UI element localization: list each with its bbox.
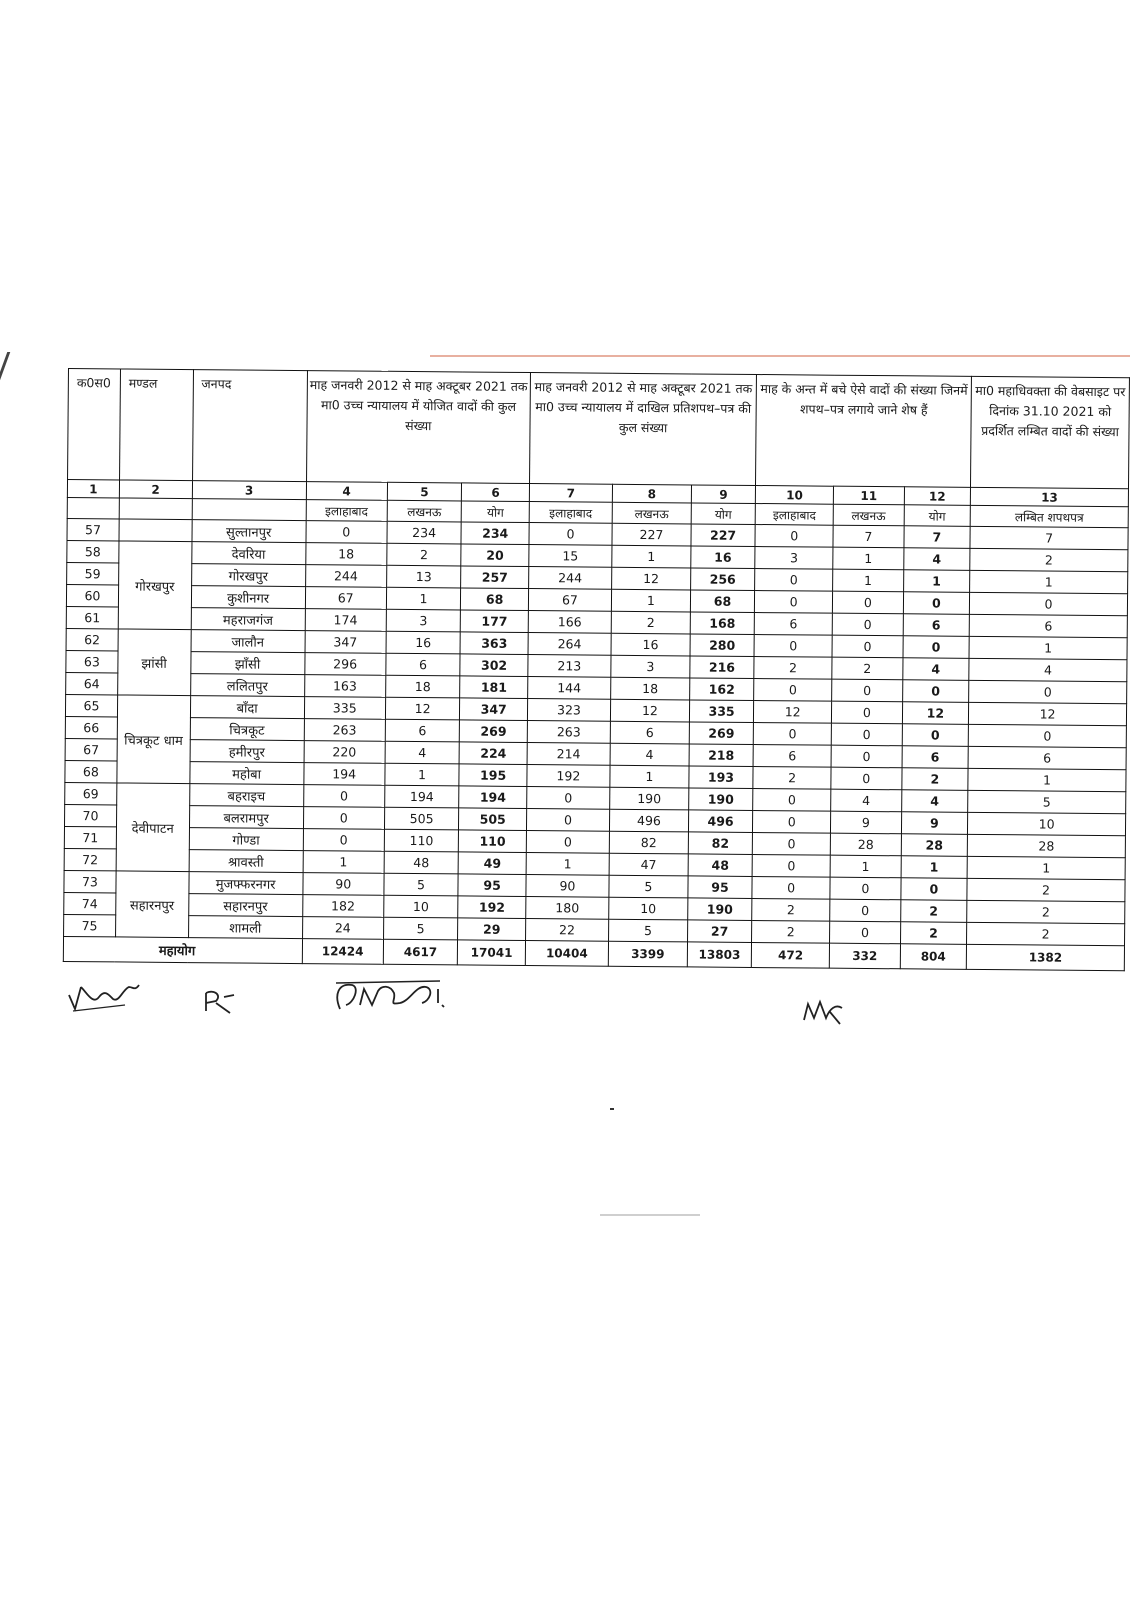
cell-value: 0 xyxy=(754,678,832,701)
cell-value: 90 xyxy=(303,873,384,896)
cell-district: सुल्तानपुर xyxy=(192,520,306,543)
cell-value: 244 xyxy=(529,567,612,590)
cell-value: 347 xyxy=(305,631,386,654)
cell-value: 177 xyxy=(461,610,529,633)
cell-value: 0 xyxy=(306,521,387,544)
cell-value: 1 xyxy=(967,856,1125,879)
cell-district: बलरामपुर xyxy=(189,806,303,829)
signatures-area xyxy=(60,975,880,1035)
cell-value: 5 xyxy=(383,917,458,940)
cell-value: 6 xyxy=(754,613,832,636)
cell-value: 218 xyxy=(689,744,754,767)
cell-value: 12 xyxy=(969,702,1127,725)
cell-sno: 68 xyxy=(65,760,117,782)
cell-value: 28 xyxy=(830,833,901,856)
total-value: 13803 xyxy=(687,942,752,968)
cell-value: 269 xyxy=(460,720,528,743)
col-number: 13 xyxy=(970,487,1128,506)
cell-value: 12 xyxy=(385,697,460,720)
sub-header-total: योग xyxy=(904,505,971,527)
cell-value: 2 xyxy=(902,768,969,791)
cell-district: जालौन xyxy=(191,630,305,653)
cell-value: 2 xyxy=(752,898,830,921)
cell-value: 7 xyxy=(833,525,904,548)
cell-value: 0 xyxy=(969,592,1127,615)
cell-value: 195 xyxy=(459,764,527,787)
total-value: 3399 xyxy=(608,941,687,967)
cell-value: 2 xyxy=(967,900,1125,923)
cell-value: 244 xyxy=(305,565,386,588)
cell-value: 2 xyxy=(970,548,1128,571)
cell-value: 263 xyxy=(527,721,610,744)
cell-value: 6 xyxy=(969,614,1127,637)
cell-value: 0 xyxy=(901,878,968,901)
cell-value: 7 xyxy=(970,526,1128,549)
cell-value: 0 xyxy=(832,635,903,658)
sub-header-lucknow: लखनऊ xyxy=(833,504,904,526)
cell-value: 2 xyxy=(611,611,690,634)
cell-value: 174 xyxy=(305,609,386,632)
cell-value: 1 xyxy=(833,569,904,592)
cell-district: ललितपुर xyxy=(190,674,304,697)
cell-value: 16 xyxy=(611,633,690,656)
cell-value: 6 xyxy=(968,746,1126,769)
header-affidavits-remaining: माह के अन्त में बचे ऐसे वादों की संख्या जिनमें शपथ–पत्र लगाये जाने शेष हैं xyxy=(756,375,972,488)
cell-value: 0 xyxy=(832,613,903,636)
cell-district: गोरखपुर xyxy=(191,564,305,587)
cell-value: 48 xyxy=(384,851,459,874)
cell-value: 0 xyxy=(753,722,831,745)
cell-division: देवीपाटन xyxy=(116,783,189,872)
cell-value: 110 xyxy=(459,830,527,853)
cell-value: 2 xyxy=(900,922,967,945)
cell-value: 2 xyxy=(754,656,832,679)
col-number: 3 xyxy=(192,481,306,500)
cell-value: 192 xyxy=(527,765,610,788)
cell-value: 0 xyxy=(831,745,902,768)
cell-value: 16 xyxy=(386,631,461,654)
col-number: 1 xyxy=(67,480,119,498)
col-number: 11 xyxy=(833,486,904,505)
sub-header-lucknow: लखनऊ xyxy=(612,502,691,524)
cell-value: 95 xyxy=(458,874,526,897)
total-value: 1382 xyxy=(966,944,1124,970)
cell-value: 363 xyxy=(460,632,528,655)
total-value: 12424 xyxy=(302,939,383,965)
cell-value: 0 xyxy=(968,724,1126,747)
sub-header-lucknow: लखनऊ xyxy=(387,500,462,522)
cell-value: 6 xyxy=(902,746,969,769)
cell-district: हमीरपुर xyxy=(190,740,304,763)
cell-value: 10 xyxy=(383,895,458,918)
sub-header-allahabad: इलाहाबाद xyxy=(306,500,387,522)
pending-cases-sheet xyxy=(63,368,1130,971)
cell-value: 20 xyxy=(461,544,529,567)
cell-value: 190 xyxy=(610,787,689,810)
cell-value: 1 xyxy=(833,547,904,570)
cell-value: 194 xyxy=(304,763,385,786)
total-value: 472 xyxy=(752,942,830,968)
cell-value: 1 xyxy=(970,570,1128,593)
total-value: 10404 xyxy=(525,941,608,967)
sub-header-total: योग xyxy=(691,503,756,525)
cell-value: 110 xyxy=(384,829,459,852)
scan-speck xyxy=(610,1108,614,1110)
col-number: 12 xyxy=(904,487,971,506)
cell-sno: 70 xyxy=(64,804,116,826)
cell-value: 214 xyxy=(527,743,610,766)
cell-value: 2 xyxy=(900,900,967,923)
cell-value: 68 xyxy=(461,588,529,611)
cell-value: 12 xyxy=(754,700,832,723)
cell-value: 347 xyxy=(460,698,528,721)
cell-sno: 63 xyxy=(66,650,118,672)
cell-value: 67 xyxy=(305,587,386,610)
handwritten-signature-3 xyxy=(330,975,450,1019)
cell-value: 3 xyxy=(386,609,461,632)
cell-value: 0 xyxy=(755,569,833,592)
cell-value: 1 xyxy=(830,855,901,878)
cell-value: 335 xyxy=(304,697,385,720)
cell-value: 194 xyxy=(384,785,459,808)
cell-value: 6 xyxy=(753,744,831,767)
cell-value: 0 xyxy=(830,899,901,922)
cell-value: 4 xyxy=(901,790,968,813)
cell-value: 6 xyxy=(610,721,689,744)
cell-value: 162 xyxy=(689,678,754,701)
cell-value: 193 xyxy=(689,766,754,789)
cell-value: 335 xyxy=(689,700,754,723)
cell-value: 4 xyxy=(969,658,1127,681)
cell-sno: 74 xyxy=(64,892,116,914)
cell-value: 12 xyxy=(610,699,689,722)
col-number: 9 xyxy=(691,485,756,504)
cell-value: 166 xyxy=(528,611,611,634)
cell-value: 496 xyxy=(609,809,688,832)
cell-value: 0 xyxy=(832,591,903,614)
cell-value: 180 xyxy=(526,897,609,920)
cell-value: 496 xyxy=(688,810,753,833)
cell-value: 9 xyxy=(831,811,902,834)
cell-value: 4 xyxy=(385,741,460,764)
grand-total-label: महायोग xyxy=(63,936,302,963)
cell-value: 2 xyxy=(967,922,1125,945)
cell-value: 0 xyxy=(902,724,969,747)
cell-sno: 65 xyxy=(65,694,117,716)
cell-value: 269 xyxy=(689,722,754,745)
cell-division: चित्रकूट धाम xyxy=(117,695,190,784)
total-value: 332 xyxy=(829,943,900,969)
cell-district: चित्रकूट xyxy=(190,718,304,741)
cell-district: झाँसी xyxy=(190,652,304,675)
cell-district: शामली xyxy=(188,916,302,939)
cell-sno: 66 xyxy=(65,716,117,738)
cell-value: 2 xyxy=(386,543,461,566)
cell-value: 0 xyxy=(831,767,902,790)
cell-division xyxy=(119,519,192,542)
cell-value: 163 xyxy=(304,675,385,698)
handwritten-signature-2 xyxy=(200,985,240,1021)
cell-value: 182 xyxy=(302,895,383,918)
cell-value: 0 xyxy=(752,876,830,899)
cell-sno: 71 xyxy=(64,826,116,848)
cell-sno: 61 xyxy=(66,606,118,628)
cell-value: 82 xyxy=(609,831,688,854)
cell-district: श्रावस्ती xyxy=(189,850,303,873)
cell-value: 190 xyxy=(689,788,754,811)
cell-value: 2 xyxy=(832,657,903,680)
cell-district: महोबा xyxy=(189,762,303,785)
total-value: 4617 xyxy=(383,939,458,965)
cell-value: 68 xyxy=(690,590,755,613)
cell-value: 10 xyxy=(968,812,1126,835)
cell-value: 7 xyxy=(904,526,971,549)
cell-district: मुजफ्फरनगर xyxy=(188,872,302,895)
cell-value: 0 xyxy=(755,591,833,614)
cell-value: 6 xyxy=(386,653,461,676)
cell-value: 1 xyxy=(303,851,384,874)
cell-value: 0 xyxy=(830,877,901,900)
cell-value: 18 xyxy=(385,675,460,698)
cell-value: 192 xyxy=(458,896,526,919)
cell-value: 0 xyxy=(303,807,384,830)
cell-value: 1 xyxy=(903,570,970,593)
cell-value: 0 xyxy=(753,810,831,833)
cell-value: 1 xyxy=(968,768,1126,791)
cell-value: 0 xyxy=(526,809,609,832)
cell-sno: 69 xyxy=(65,782,117,804)
cell-value: 0 xyxy=(529,523,612,546)
cell-value: 12 xyxy=(612,567,691,590)
cell-value: 18 xyxy=(611,677,690,700)
handwritten-signature-4 xyxy=(800,990,850,1030)
col-number: 5 xyxy=(387,482,462,501)
sub-header-allahabad: इलाहाबाद xyxy=(755,504,833,526)
cell-sno: 73 xyxy=(64,870,116,892)
cell-value: 264 xyxy=(528,633,611,656)
cell-value: 0 xyxy=(832,701,903,724)
cell-sno: 57 xyxy=(67,518,119,540)
cell-value: 95 xyxy=(688,876,753,899)
cell-value: 48 xyxy=(688,854,753,877)
col-number: 6 xyxy=(462,483,530,502)
cell-value: 194 xyxy=(459,786,527,809)
cell-value: 263 xyxy=(304,719,385,742)
header-sno: क0स0 xyxy=(68,369,121,480)
cell-value: 1 xyxy=(611,589,690,612)
cell-sno: 64 xyxy=(66,672,118,694)
cell-value: 16 xyxy=(691,546,756,569)
cell-value: 0 xyxy=(753,788,831,811)
cell-district: बहराइच xyxy=(189,784,303,807)
cell-value: 168 xyxy=(690,612,755,635)
cell-division: झांसी xyxy=(118,629,191,696)
faint-scan-line xyxy=(600,1214,700,1216)
col-number: 2 xyxy=(119,480,192,499)
cell-district: कुशीनगर xyxy=(191,586,305,609)
header-cases-filed: माह जनवरी 2012 से माह अक्टूबर 2021 तक मा0 उच्च न्यायालय में योजित वादों की कुल संख्या xyxy=(306,371,530,484)
cell-value: 296 xyxy=(305,653,386,676)
cell-value: 0 xyxy=(303,829,384,852)
col-number: 4 xyxy=(306,482,387,501)
cell-value: 90 xyxy=(526,875,609,898)
cell-value: 181 xyxy=(460,676,528,699)
cell-value: 0 xyxy=(526,831,609,854)
cell-value: 0 xyxy=(527,787,610,810)
cell-value: 82 xyxy=(688,832,753,855)
pending-cases-table xyxy=(63,368,1130,971)
sub-header-empty xyxy=(119,498,192,520)
scan-edge-mark xyxy=(0,352,32,392)
cell-sno: 72 xyxy=(64,848,116,870)
col-number: 8 xyxy=(612,484,691,503)
cell-value: 224 xyxy=(459,742,527,765)
cell-district: गोण्डा xyxy=(189,828,303,851)
cell-value: 213 xyxy=(528,655,611,678)
cell-value: 0 xyxy=(754,635,832,658)
cell-value: 1 xyxy=(610,765,689,788)
total-value: 17041 xyxy=(458,940,526,966)
cell-value: 1 xyxy=(385,763,460,786)
cell-value: 9 xyxy=(901,812,968,835)
cell-value: 4 xyxy=(903,548,970,571)
cell-value: 0 xyxy=(831,723,902,746)
cell-value: 190 xyxy=(688,898,753,921)
cell-value: 27 xyxy=(687,920,752,943)
cell-value: 227 xyxy=(691,524,756,547)
cell-division: सहारनपुर xyxy=(115,871,188,938)
cell-value: 234 xyxy=(461,522,529,545)
cell-district: बाँदा xyxy=(190,696,304,719)
cell-value: 24 xyxy=(302,917,383,940)
cell-sno: 75 xyxy=(64,914,116,936)
cell-district: सहारनपुर xyxy=(188,894,302,917)
cell-value: 67 xyxy=(528,589,611,612)
cell-value: 2 xyxy=(967,878,1125,901)
cell-value: 234 xyxy=(387,521,462,544)
sub-header-empty xyxy=(192,499,306,521)
cell-value: 0 xyxy=(902,680,969,703)
cell-value: 257 xyxy=(461,566,529,589)
cell-value: 13 xyxy=(386,565,461,588)
cell-sno: 67 xyxy=(65,738,117,760)
cell-value: 0 xyxy=(303,785,384,808)
cell-value: 49 xyxy=(459,852,527,875)
cell-value: 5 xyxy=(384,873,459,896)
cell-value: 280 xyxy=(690,634,755,657)
cell-value: 4 xyxy=(831,789,902,812)
page-red-border xyxy=(430,355,1130,357)
cell-value: 1 xyxy=(969,636,1127,659)
cell-value: 227 xyxy=(612,523,691,546)
sub-header-empty xyxy=(67,497,119,518)
cell-sno: 60 xyxy=(66,584,118,606)
cell-value: 0 xyxy=(753,832,831,855)
cell-value: 256 xyxy=(690,568,755,591)
sub-header-total: योग xyxy=(462,501,530,523)
cell-value: 0 xyxy=(832,679,903,702)
cell-value: 3 xyxy=(755,547,833,570)
sub-header-pending: लम्बित शपथपत्र xyxy=(970,505,1128,527)
header-district: जनपद xyxy=(192,370,307,482)
cell-district: महराजगंज xyxy=(191,608,305,631)
header-row xyxy=(68,369,1130,489)
cell-value: 1 xyxy=(526,853,609,876)
cell-value: 5 xyxy=(968,790,1126,813)
cell-value: 0 xyxy=(903,636,970,659)
cell-value: 1 xyxy=(386,587,461,610)
cell-value: 2 xyxy=(753,766,831,789)
cell-value: 47 xyxy=(609,853,688,876)
cell-value: 4 xyxy=(610,743,689,766)
cell-value: 1 xyxy=(612,545,691,568)
cell-value: 15 xyxy=(529,545,612,568)
cell-sno: 62 xyxy=(66,628,118,650)
cell-sno: 59 xyxy=(67,562,119,584)
cell-value: 505 xyxy=(459,808,527,831)
cell-value: 505 xyxy=(384,807,459,830)
cell-value: 4 xyxy=(902,658,969,681)
sub-header-allahabad: इलाहाबाद xyxy=(529,502,612,524)
col-number: 7 xyxy=(529,484,612,503)
cell-value: 302 xyxy=(460,654,528,677)
cell-value: 18 xyxy=(306,543,387,566)
cell-value: 216 xyxy=(690,656,755,679)
cell-value: 6 xyxy=(903,614,970,637)
cell-value: 12 xyxy=(902,702,969,725)
cell-sno: 58 xyxy=(67,540,119,562)
cell-value: 0 xyxy=(903,592,970,615)
header-division: मण्डल xyxy=(119,369,193,481)
col-number: 10 xyxy=(756,486,834,505)
cell-value: 0 xyxy=(755,525,833,548)
cell-value: 29 xyxy=(458,918,526,941)
cell-value: 5 xyxy=(608,919,687,942)
cell-value: 22 xyxy=(525,919,608,942)
cell-value: 1 xyxy=(901,856,968,879)
cell-value: 2 xyxy=(752,920,830,943)
cell-division: गोरखपुर xyxy=(118,541,191,630)
cell-value: 0 xyxy=(969,680,1127,703)
cell-value: 220 xyxy=(304,741,385,764)
cell-value: 0 xyxy=(830,921,901,944)
cell-value: 28 xyxy=(901,834,968,857)
header-pending-website: मा0 महाधिवक्ता की वेबसाइट पर दिनांक 31.10 2021 को प्रदर्शित लम्बित वादों की संख्या xyxy=(971,376,1130,488)
cell-value: 5 xyxy=(609,875,688,898)
cell-value: 6 xyxy=(385,719,460,742)
total-value: 804 xyxy=(900,944,967,970)
cell-value: 3 xyxy=(611,655,690,678)
cell-district: देवरिया xyxy=(191,542,305,565)
cell-value: 10 xyxy=(609,897,688,920)
cell-value: 144 xyxy=(528,677,611,700)
handwritten-signature-1 xyxy=(65,975,145,1015)
cell-value: 28 xyxy=(967,834,1125,857)
header-counter-affidavits: माह जनवरी 2012 से माह अक्टूबर 2021 तक मा0 उच्च न्यायालय में दाखिल प्रतिशपथ–पत्र की कुल संख्या xyxy=(529,373,756,486)
cell-value: 0 xyxy=(752,854,830,877)
cell-value: 323 xyxy=(527,699,610,722)
